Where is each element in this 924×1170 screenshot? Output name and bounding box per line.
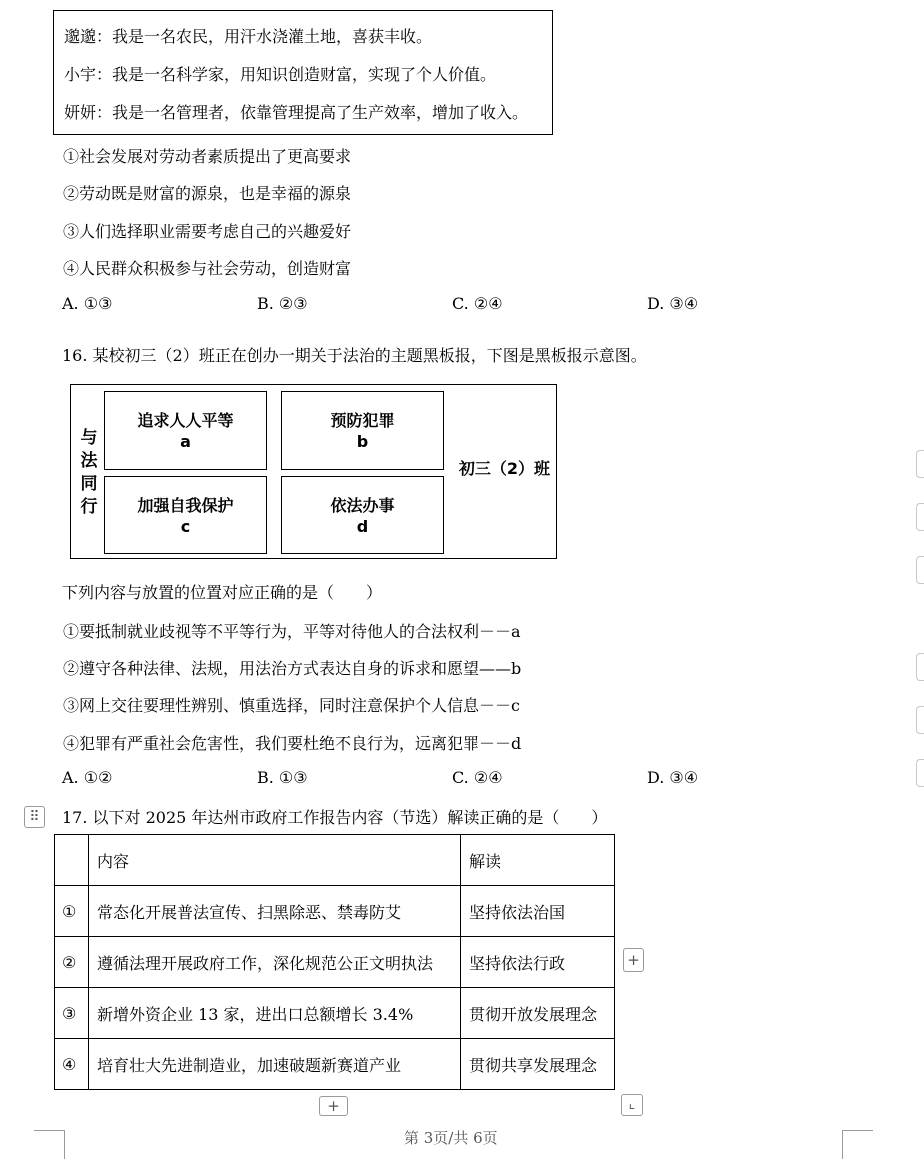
quote-line: 小宇：我是一名科学家，用知识创造财富，实现了个人价值。	[64, 65, 497, 84]
page-number: 第 3页/共 6页	[404, 1129, 498, 1147]
table-cell: 坚持依法行政	[461, 937, 615, 988]
q15-option-d: D. ③④	[647, 294, 699, 313]
table-cell: 坚持依法治国	[461, 886, 615, 937]
q16-statement: ②遵守各种法律、法规，用法治方式表达自身的诉求和愿望——b	[63, 659, 522, 678]
q16-option-d: D. ③④	[647, 768, 699, 787]
q15-statement: ③人们选择职业需要考虑自己的兴趣爱好	[63, 222, 352, 241]
board-cell-a	[104, 391, 267, 470]
q15-statement: ①社会发展对劳动者素质提出了更高要求	[63, 147, 352, 166]
q16-question: 下列内容与放置的位置对应正确的是（ ）	[62, 583, 383, 602]
q16-option-a: A. ①②	[62, 768, 113, 787]
table-header-row	[55, 835, 615, 886]
table-cell: ①	[55, 886, 89, 937]
table-cell: 培育壮大先进制造业，加速破题新赛道产业	[89, 1039, 461, 1090]
board-class-name: 初三（2）班	[458, 459, 550, 478]
table-row	[55, 937, 615, 988]
side-panel-tab[interactable]	[916, 450, 924, 478]
table-cell: ③	[55, 988, 89, 1039]
quote-line: 邈邈：我是一名农民，用汗水浇灌土地，喜获丰收。	[64, 27, 433, 46]
side-panel-tab[interactable]	[916, 706, 924, 734]
quote-box	[53, 10, 553, 135]
blackboard-diagram	[70, 384, 557, 559]
quote-line: 妍妍：我是一名管理者，依靠管理提高了生产效率，增加了收入。	[64, 103, 529, 122]
side-panel-tab[interactable]	[916, 759, 924, 787]
q16-statement: ①要抵制就业歧视等不平等行为，平等对待他人的合法权利－－a	[63, 622, 521, 641]
table-cell: ④	[55, 1039, 89, 1090]
q15-statement: ④人民群众积极参与社会劳动，创造财富	[63, 259, 352, 278]
q16-stem: 16. 某校初三（2）班正在创办一期关于法治的主题黑板报，下图是黑板报示意图。	[62, 346, 647, 365]
report-table	[54, 834, 615, 1090]
q17-stem: 17. 以下对 2025 年达州市政府工作报告内容（节选）解读正确的是（ ）	[62, 808, 608, 827]
table-cell: 新增外资企业 13 家，进出口总额增长 3.4%	[89, 988, 461, 1039]
board-cell-c	[104, 476, 267, 554]
board-cell-title: 依法办事	[330, 496, 395, 515]
q15-option-a: A. ①③	[62, 294, 113, 313]
resize-table-icon[interactable]: ⌞	[621, 1094, 643, 1116]
board-cell-title: 预防犯罪	[330, 411, 395, 430]
table-row	[55, 1039, 615, 1090]
table-cell: 贯彻共享发展理念	[461, 1039, 615, 1090]
q15-statement: ②劳动既是财富的源泉，也是幸福的源泉	[63, 184, 352, 203]
q16-statement: ④犯罪有严重社会危害性，我们要杜绝不良行为，远离犯罪－－d	[63, 734, 522, 753]
table-cell: 常态化开展普法宣传、扫黑除恶、禁毒防艾	[89, 886, 461, 937]
q16-option-c: C. ②④	[452, 768, 503, 787]
board-cell-letter: c	[180, 517, 191, 536]
q15-option-b: B. ②③	[257, 294, 308, 313]
board-cell-d	[281, 476, 444, 554]
table-header-cell: 内容	[89, 835, 461, 886]
add-column-icon[interactable]: +	[623, 948, 644, 972]
table-header-cell: 解读	[461, 835, 615, 886]
q15-option-c: C. ②④	[452, 294, 503, 313]
table-header-cell	[55, 835, 89, 886]
side-panel-tab[interactable]	[916, 503, 924, 531]
add-row-icon[interactable]: +	[319, 1096, 348, 1116]
margin-corner-mark	[34, 1130, 65, 1159]
board-cell-letter: b	[356, 432, 369, 451]
q16-option-b: B. ①③	[257, 768, 308, 787]
drag-handle-icon[interactable]: ⠿	[24, 806, 45, 828]
board-cell-letter: a	[180, 432, 191, 451]
table-row	[55, 886, 615, 937]
board-cell-title: 加强自我保护	[137, 496, 234, 515]
table-row	[55, 988, 615, 1039]
board-side-title: 与法同行	[80, 428, 98, 517]
table-cell: 贯彻开放发展理念	[461, 988, 615, 1039]
board-cell-b	[281, 391, 444, 470]
q16-statement: ③网上交往要理性辨别、慎重选择，同时注意保护个人信息－－c	[63, 696, 520, 715]
side-panel-tab[interactable]	[916, 556, 924, 584]
board-cell-letter: d	[356, 517, 369, 536]
margin-corner-mark	[842, 1130, 873, 1159]
board-cell-title: 追求人人平等	[137, 411, 234, 430]
table-cell: 遵循法理开展政府工作，深化规范公正文明执法	[89, 937, 461, 988]
table-cell: ②	[55, 937, 89, 988]
side-panel-tab[interactable]	[916, 653, 924, 681]
